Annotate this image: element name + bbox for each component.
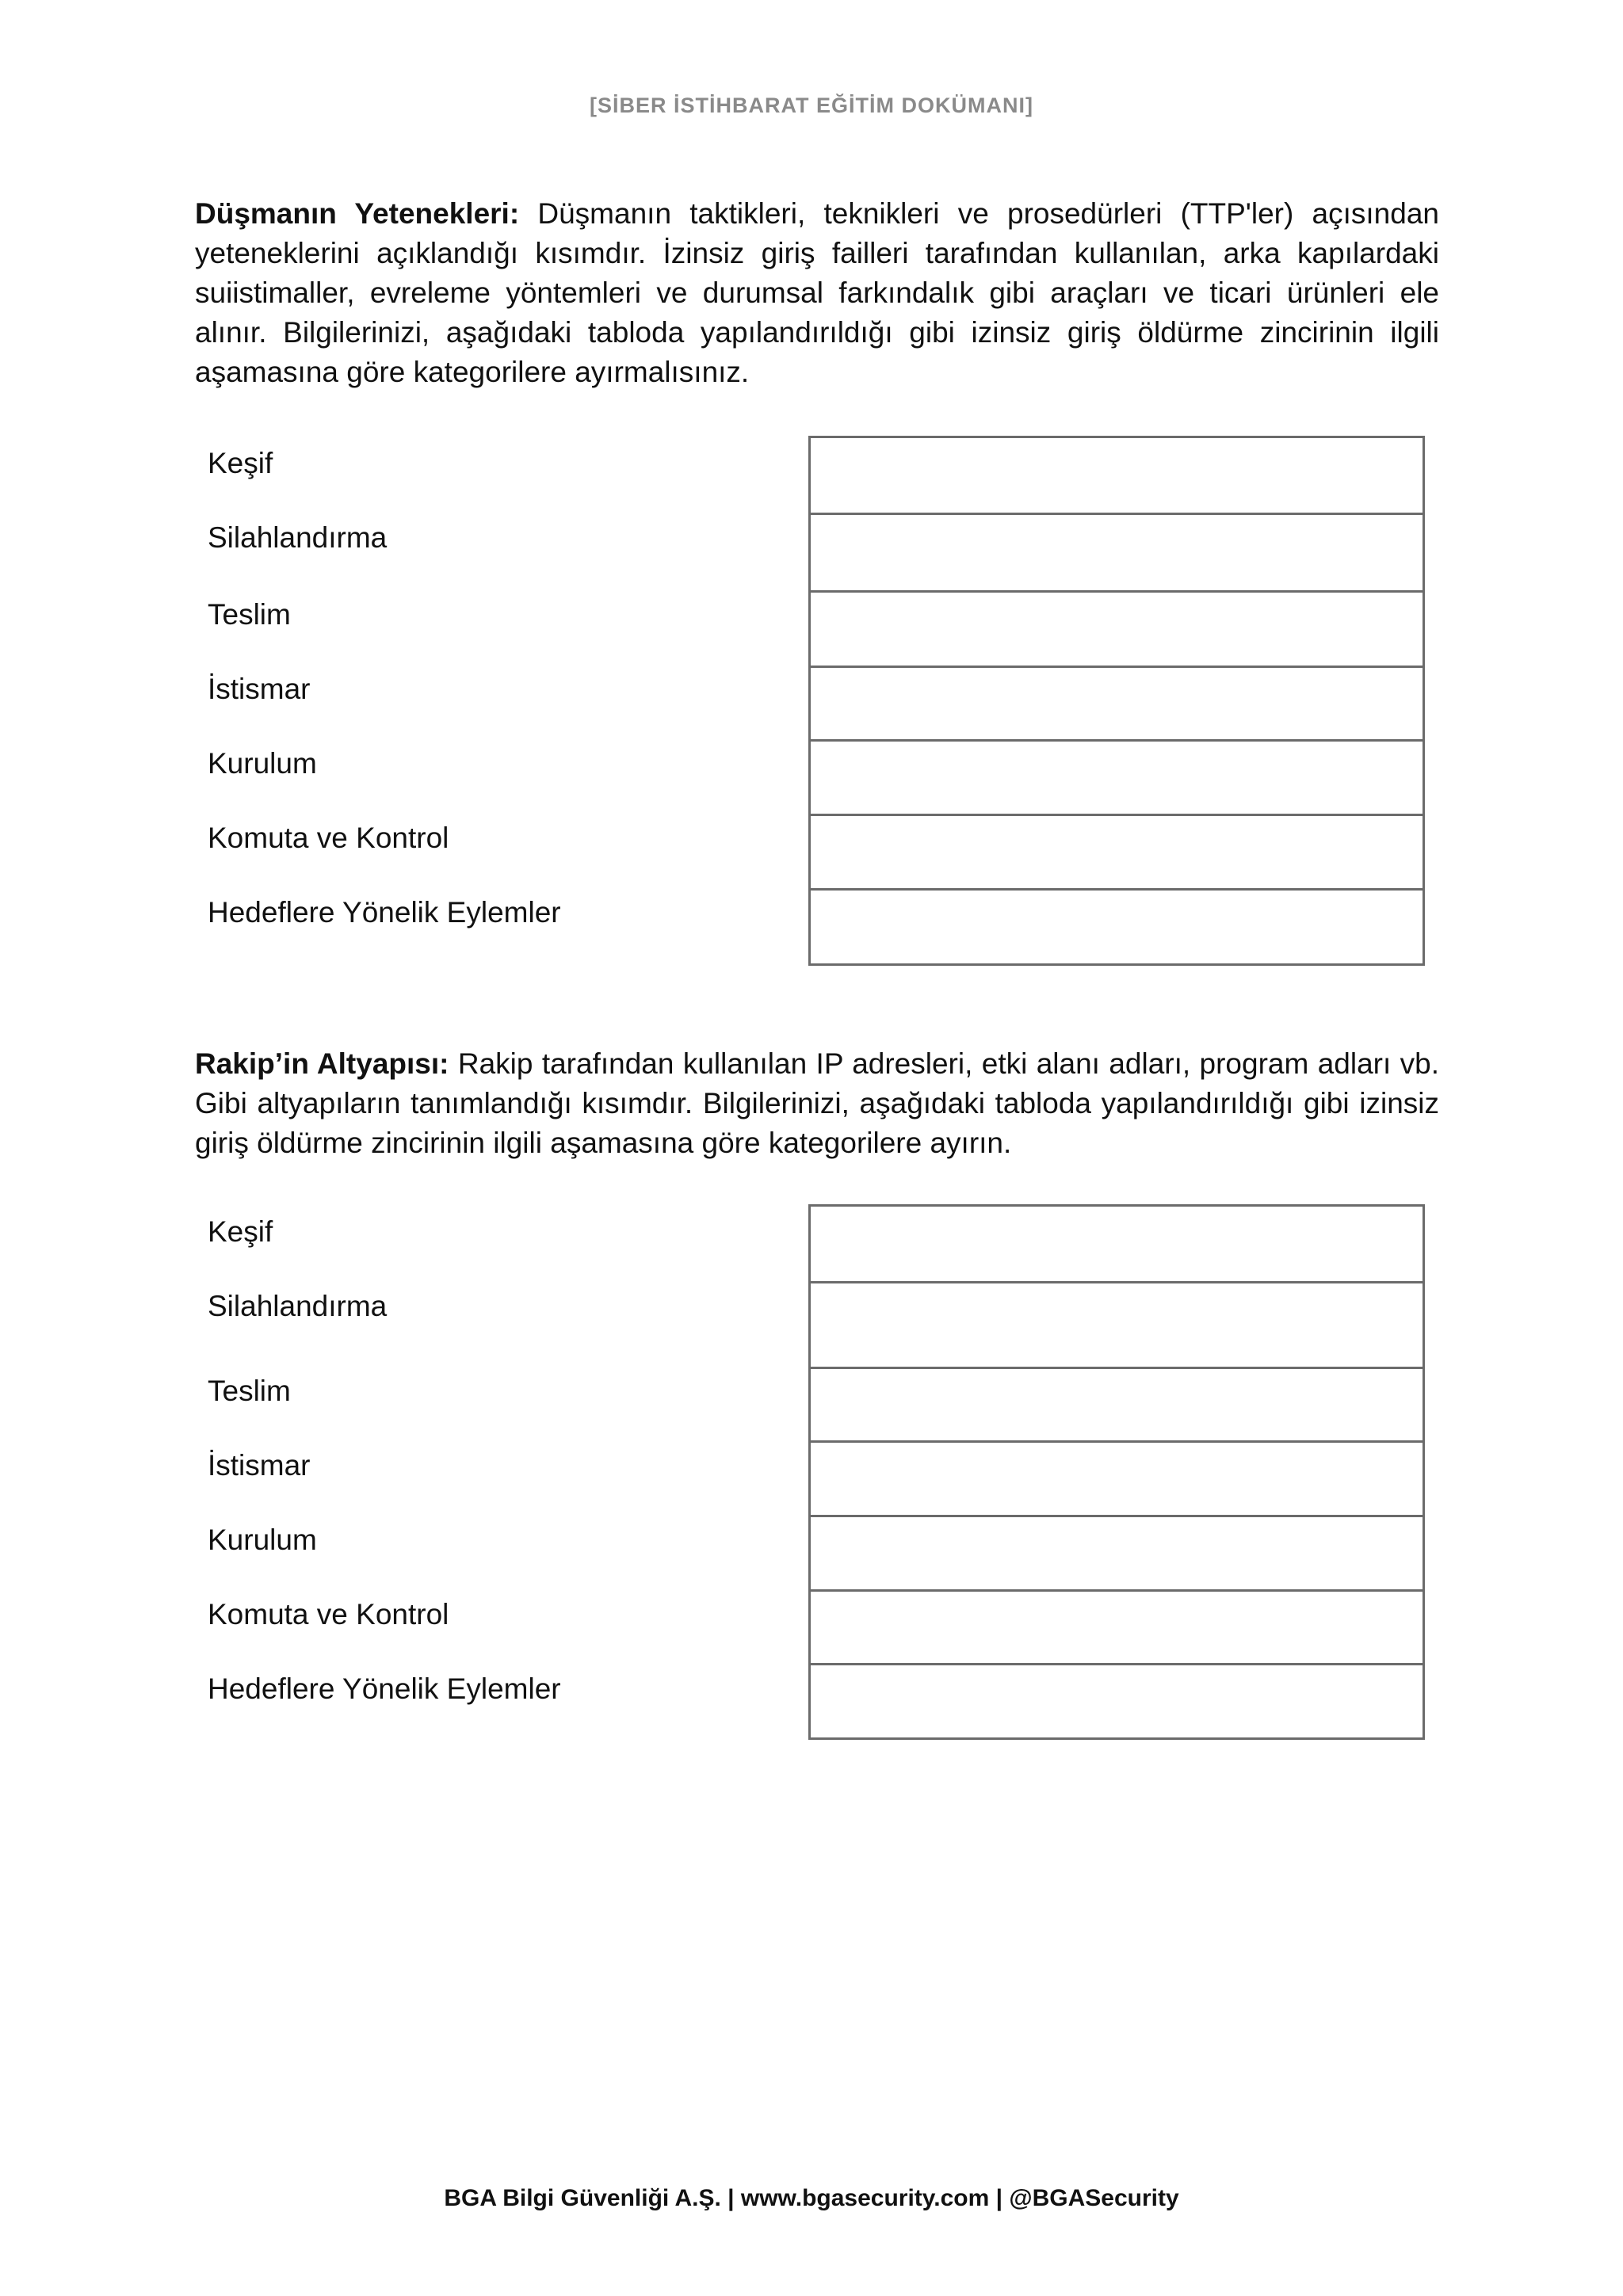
section-infrastructure-heading: Rakip’in Altyapısı:: [195, 1047, 449, 1080]
stage-label-weaponization: Silahlandırma: [208, 1290, 388, 1322]
document-header: [SİBER İSTİHBARAT EĞİTİM DOKÜMANI]: [590, 93, 1033, 117]
section-capabilities-paragraph: [195, 194, 1439, 392]
input-cell-command-control[interactable]: [811, 1592, 1423, 1665]
input-cell-reconnaissance[interactable]: [811, 1207, 1423, 1283]
section-infrastructure-body: Rakip tarafından kullanılan IP adresleri, etki alanı adları, program adları vb. Gibi altyapıların tanımlandığı kısımdır. Bilgilerinizi, aşağıdaki tabloda yapılandırıldığı gibi izinsiz giriş öldürme zincirinin ilgili aşamasına göre kategorilere ayırın.: [195, 1047, 1439, 1159]
input-cell-installation[interactable]: [811, 742, 1423, 816]
infrastructure-input-table: [808, 1204, 1425, 1740]
input-cell-exploitation[interactable]: [811, 668, 1423, 742]
stage-label-reconnaissance: Keşif: [208, 1215, 273, 1248]
input-cell-actions-on-objectives[interactable]: [811, 891, 1423, 963]
stage-label-command-control: Komuta ve Kontrol: [208, 822, 449, 854]
input-cell-weaponization[interactable]: [811, 1283, 1423, 1369]
document-footer: BGA Bilgi Güvenliği A.Ş. | www.bgasecurity.com | @BGASecurity: [444, 2185, 1179, 2211]
section-infrastructure-paragraph: [195, 1044, 1439, 1163]
stage-label-delivery: Teslim: [208, 598, 291, 631]
stage-label-exploitation: İstismar: [208, 673, 311, 705]
input-cell-exploitation[interactable]: [811, 1443, 1423, 1517]
stage-label-exploitation: İstismar: [208, 1449, 311, 1482]
input-cell-weaponization[interactable]: [811, 515, 1423, 593]
input-cell-reconnaissance[interactable]: [811, 438, 1423, 515]
stage-label-command-control: Komuta ve Kontrol: [208, 1598, 449, 1630]
input-cell-delivery[interactable]: [811, 1369, 1423, 1443]
section-capabilities-body: Düşmanın taktikleri, teknikleri ve prosedürleri (TTP'ler) açısından yeteneklerini açıklandığı kısımdır. İzinsiz giriş failleri tarafından kullanılan, arka kapılardaki suiistimaller, evreleme yöntemleri ve durumsal farkındalık gibi araçları ve ticari ürünleri ele alınır. Bilgilerinizi, aşağıdaki tabloda yapılandırıldığı gibi izinsiz giriş öldürme zincirinin ilgili aşamasına göre kategorilere ayırmalısınız.: [195, 197, 1439, 388]
stage-label-actions-on-objectives: Hedeflere Yönelik Eylemler: [208, 896, 561, 929]
input-cell-delivery[interactable]: [811, 593, 1423, 668]
stage-label-installation: Kurulum: [208, 1524, 317, 1556]
input-cell-installation[interactable]: [811, 1517, 1423, 1592]
stage-label-installation: Kurulum: [208, 747, 317, 780]
capabilities-input-table: [808, 436, 1425, 966]
input-cell-command-control[interactable]: [811, 816, 1423, 891]
stage-label-weaponization: Silahlandırma: [208, 521, 388, 554]
stage-label-actions-on-objectives: Hedeflere Yönelik Eylemler: [208, 1672, 561, 1705]
section-capabilities-heading: Düşmanın Yetenekleri:: [195, 197, 520, 230]
stage-label-reconnaissance: Keşif: [208, 447, 273, 479]
stage-label-delivery: Teslim: [208, 1375, 291, 1407]
input-cell-actions-on-objectives[interactable]: [811, 1665, 1423, 1737]
